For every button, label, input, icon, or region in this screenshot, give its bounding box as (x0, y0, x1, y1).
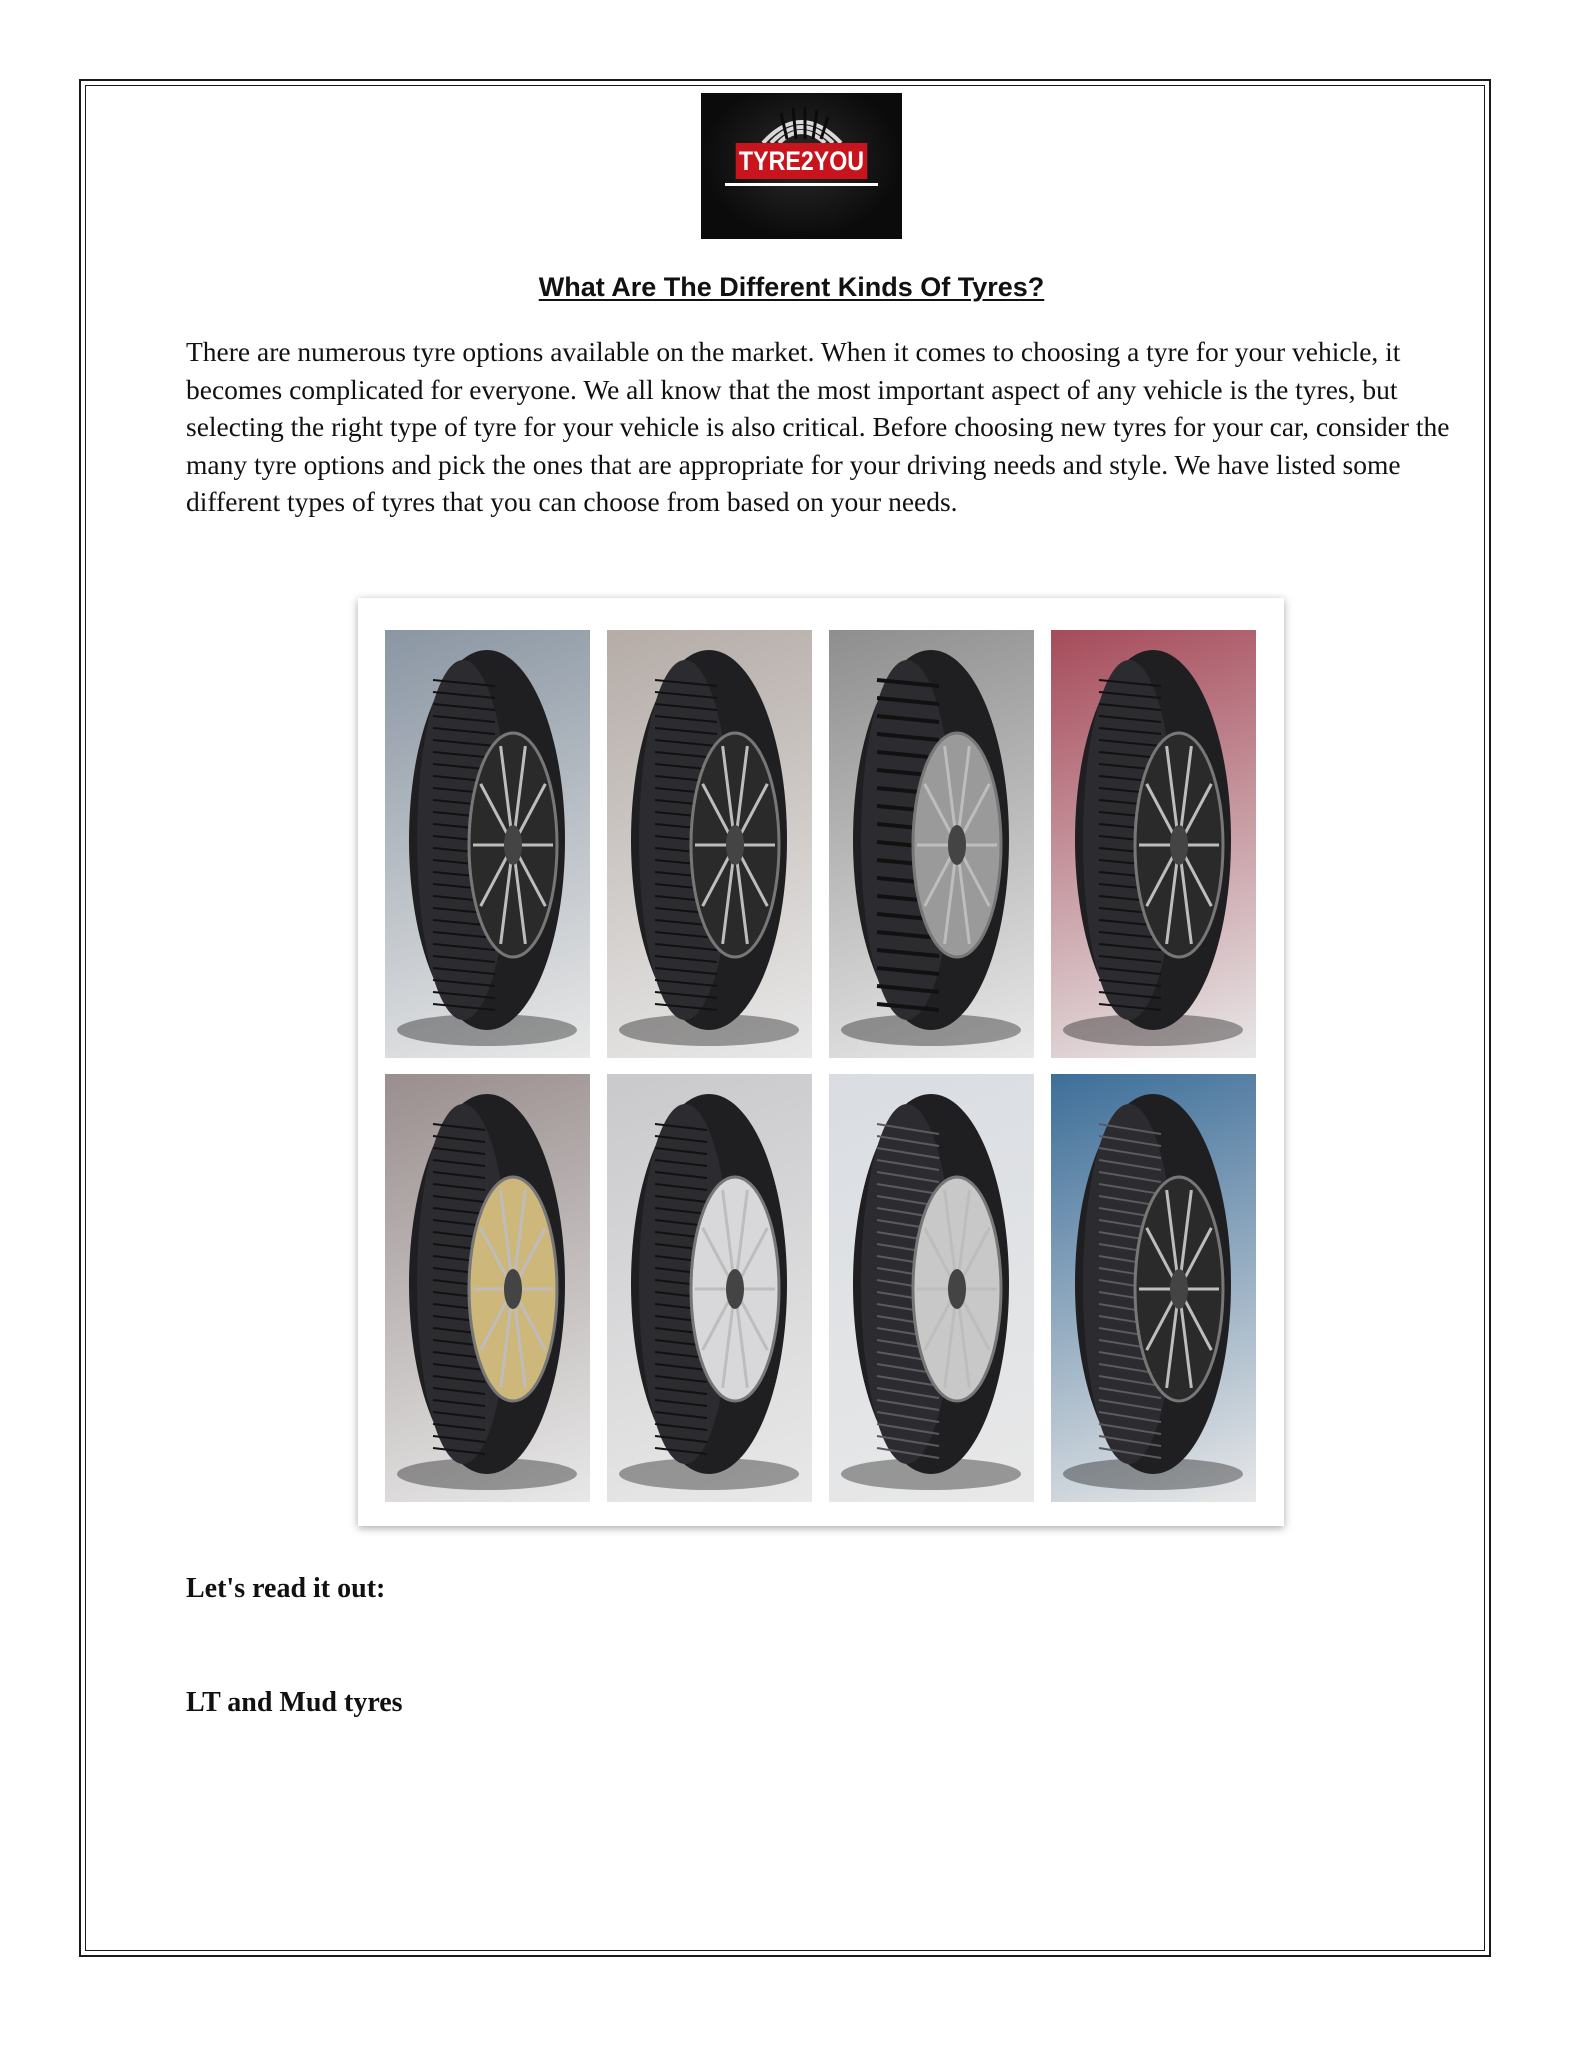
tyre-image-grid (358, 598, 1284, 1526)
tyre-icon (829, 630, 1034, 1058)
tyre2you-logo (701, 93, 902, 239)
tyre-icon (607, 1074, 812, 1502)
tyre-icon (1051, 1074, 1256, 1502)
tyre-photo (1051, 1074, 1256, 1502)
tyre-photo (829, 630, 1034, 1058)
section-heading: Let's read it out: (186, 1573, 386, 1604)
tyre-icon (607, 630, 812, 1058)
logo-wordmark: TYRE2YOU (736, 143, 868, 179)
tyre-photo (607, 630, 812, 1058)
tyre-photo (385, 630, 590, 1058)
tyre-icon (385, 630, 590, 1058)
tyre-icon (829, 1074, 1034, 1502)
page-title: What Are The Different Kinds Of Tyres? (538, 272, 1045, 302)
tyre-icon (1051, 630, 1256, 1058)
tyre-icon (385, 1074, 590, 1502)
intro-paragraph: There are numerous tyre options available on the market. When it comes to choosing a tyre for your vehicle, it becomes complicated for everyone. We all know that the most important aspect of any vehicle is the tyres, but selecting the right type of tyre for your vehicle is also critical. Before choosing new tyres for your car, consider the many tyre options and pick the ones that are appropriate for your driving needs and style. We have listed some different types of tyres that you can choose from based on your needs. (186, 336, 1450, 517)
tyre-photo (829, 1074, 1034, 1502)
logo-underline (725, 183, 878, 186)
tyre-photo (1051, 630, 1256, 1058)
tyre-photo (607, 1074, 812, 1502)
tyre-photo (385, 1074, 590, 1502)
subheading-lt-mud: LT and Mud tyres (186, 1687, 403, 1718)
